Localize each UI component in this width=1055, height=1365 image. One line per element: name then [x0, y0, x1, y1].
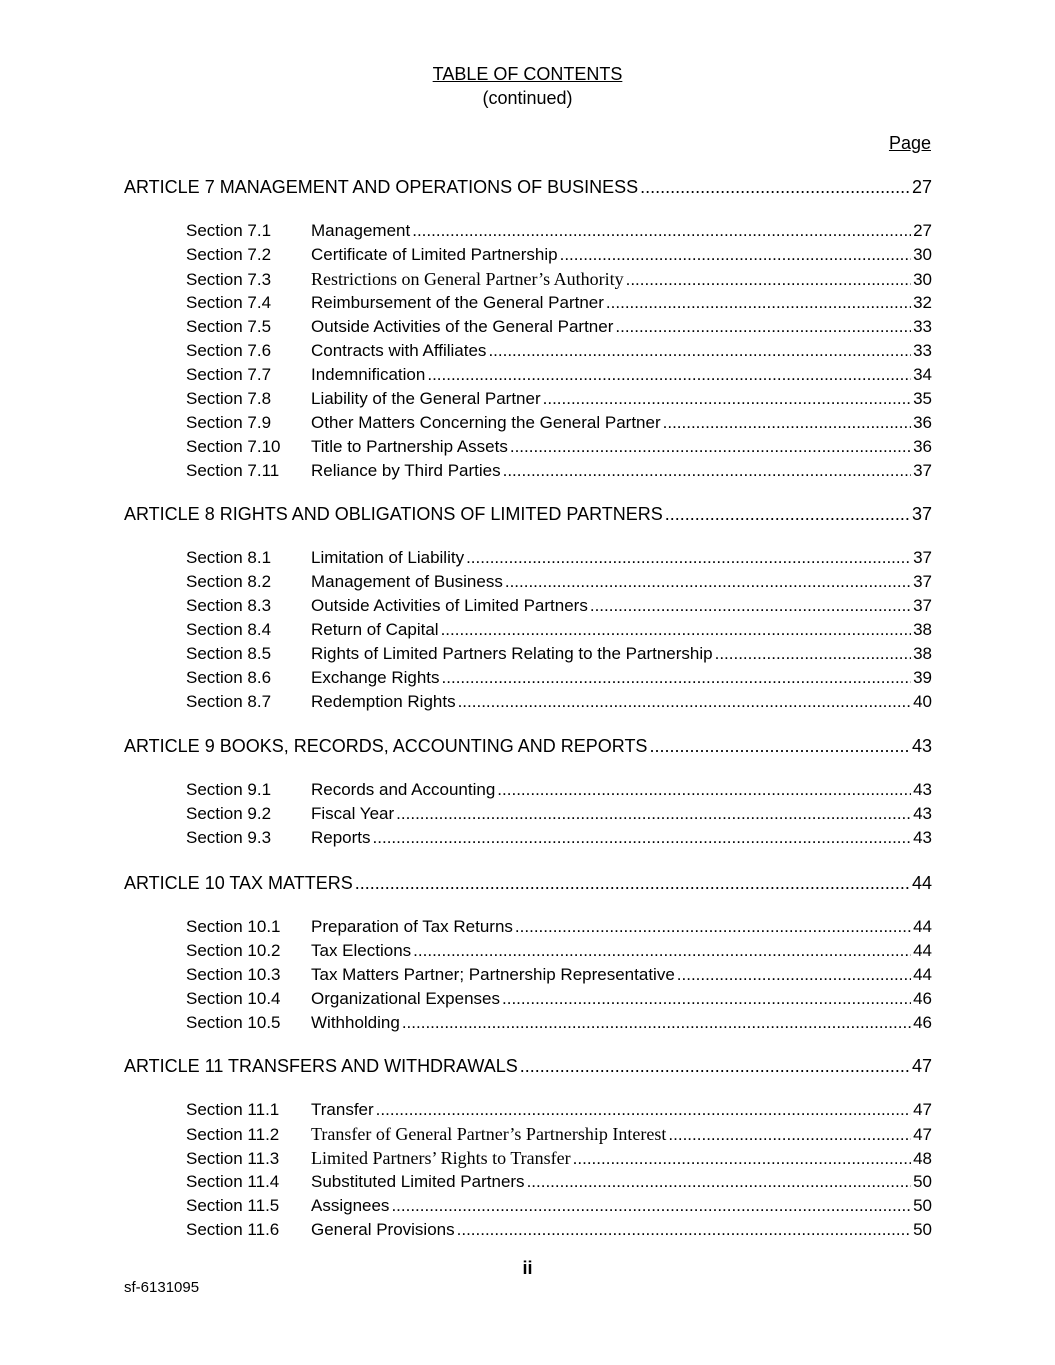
toc-section-row[interactable] [186, 642, 932, 666]
section-number: Section 11.1 [186, 1100, 280, 1119]
section-page-number: 33 [913, 317, 932, 336]
toc-section-row[interactable] [186, 459, 932, 483]
page-column-label: Page [888, 133, 931, 153]
section-number: Section 10.1 [186, 917, 281, 936]
dot-leader [677, 963, 911, 987]
dot-leader [441, 618, 912, 642]
toc-section-row[interactable] [186, 243, 932, 267]
section-title: Title to Partnership Assets [311, 437, 508, 456]
dot-leader [505, 570, 911, 594]
dot-leader [668, 1123, 911, 1147]
section-page-number: 47 [913, 1125, 932, 1144]
toc-article-row[interactable] [124, 1054, 932, 1078]
section-number: Section 7.4 [186, 293, 272, 312]
dot-leader [715, 642, 911, 666]
section-page-number: 27 [913, 221, 932, 240]
section-page-number: 36 [913, 413, 932, 432]
section-page-number: 46 [913, 989, 932, 1008]
dot-leader [391, 1194, 911, 1218]
dot-leader [663, 411, 911, 435]
section-number: Section 7.2 [186, 245, 272, 264]
section-page-number: 38 [913, 644, 932, 663]
section-page-number: 44 [913, 941, 932, 960]
section-page-number: 39 [913, 668, 932, 687]
section-number: Section 8.4 [186, 620, 272, 639]
section-number: Section 10.3 [186, 965, 281, 984]
dot-leader [402, 1011, 911, 1035]
section-title: Records and Accounting [311, 780, 496, 799]
dot-leader [497, 778, 911, 802]
page-folio: ii [522, 1258, 533, 1278]
dot-leader [665, 502, 910, 526]
dot-leader [396, 802, 911, 826]
article-title: ARTICLE 7 MANAGEMENT AND OPERATIONS OF BUSINESS [124, 177, 639, 197]
section-page-number: 35 [913, 389, 932, 408]
toc-section-row[interactable] [186, 826, 932, 850]
section-number: Section 9.2 [186, 804, 272, 823]
section-number: Section 11.6 [186, 1220, 280, 1239]
toc-section-row[interactable] [186, 939, 932, 963]
section-title: Transfer [311, 1100, 374, 1119]
section-number: Section 7.5 [186, 317, 272, 336]
section-title: Tax Matters Partner; Partnership Representative [311, 965, 675, 984]
article-page-number: 44 [911, 873, 932, 893]
article-page-number: 37 [911, 504, 932, 524]
dot-leader [560, 243, 911, 267]
dot-leader [510, 435, 911, 459]
dot-leader [488, 339, 911, 363]
section-title: Certificate of Limited Partnership [311, 245, 558, 264]
section-number: Section 9.1 [186, 780, 272, 799]
toc-section-row[interactable] [186, 1098, 932, 1122]
section-title: Liability of the General Partner [311, 389, 541, 408]
dot-leader [626, 268, 911, 292]
toc-section-row[interactable] [186, 267, 932, 291]
toc-section-row[interactable] [186, 435, 932, 459]
section-title: Restrictions on General Partner’s Authority [311, 269, 624, 289]
toc-section-row[interactable] [186, 915, 932, 939]
toc-section-row[interactable] [186, 778, 932, 802]
section-number: Section 8.2 [186, 572, 272, 591]
section-title: Fiscal Year [311, 804, 395, 823]
section-title: Outside Activities of Limited Partners [311, 596, 588, 615]
toc-section-row[interactable] [186, 291, 932, 315]
section-title: Limitation of Liability [311, 548, 465, 567]
section-number: Section 8.6 [186, 668, 272, 687]
section-page-number: 50 [913, 1172, 932, 1191]
section-page-number: 33 [913, 341, 932, 360]
section-title: Management [311, 221, 411, 240]
section-page-number: 37 [913, 596, 932, 615]
dot-leader [373, 826, 912, 850]
toc-section-row[interactable] [186, 594, 932, 618]
dot-leader [520, 1054, 910, 1078]
toc-section-row[interactable] [186, 363, 932, 387]
section-title: Return of Capital [311, 620, 439, 639]
section-title: Rights of Limited Partners Relating to the Partnership [311, 644, 713, 663]
section-number: Section 7.6 [186, 341, 272, 360]
dot-leader [615, 315, 911, 339]
section-page-number: 43 [913, 780, 932, 799]
section-number: Section 9.3 [186, 828, 272, 847]
toc-section-row[interactable] [186, 1011, 932, 1035]
section-title: Withholding [311, 1013, 400, 1032]
section-number: Section 8.5 [186, 644, 272, 663]
section-number: Section 8.1 [186, 548, 272, 567]
section-number: Section 8.7 [186, 692, 272, 711]
toc-article-row[interactable] [124, 734, 932, 758]
dot-leader [412, 219, 911, 243]
section-page-number: 40 [913, 692, 932, 711]
toc-section-row[interactable] [186, 1194, 932, 1218]
section-title: Substituted Limited Partners [311, 1172, 525, 1191]
section-page-number: 32 [913, 293, 932, 312]
toc-section-row[interactable] [186, 690, 932, 714]
dot-leader [503, 459, 911, 483]
section-title: Tax Elections [311, 941, 412, 960]
section-title: Preparation of Tax Returns [311, 917, 513, 936]
section-number: Section 7.11 [186, 461, 280, 480]
section-title: Exchange Rights [311, 668, 440, 687]
section-number: Section 7.10 [186, 437, 281, 456]
toc-section-row[interactable] [186, 387, 932, 411]
toc-section-row[interactable] [186, 219, 932, 243]
section-page-number: 44 [913, 917, 932, 936]
section-page-number: 43 [913, 828, 932, 847]
section-page-number: 37 [913, 461, 932, 480]
dot-leader [515, 915, 911, 939]
dot-leader [413, 939, 911, 963]
dot-leader [590, 594, 911, 618]
toc-subtitle: (continued) [482, 88, 573, 108]
dot-leader [527, 1170, 912, 1194]
section-page-number: 36 [913, 437, 932, 456]
section-page-number: 34 [913, 365, 932, 384]
toc-section-row[interactable] [186, 546, 932, 570]
section-title: Contracts with Affiliates [311, 341, 487, 360]
toc-section-row[interactable] [186, 963, 932, 987]
section-title: Reliance by Third Parties [311, 461, 501, 480]
dot-leader [466, 546, 911, 570]
section-number: Section 10.5 [186, 1013, 281, 1032]
toc-section-row[interactable] [186, 802, 932, 826]
toc-article-row[interactable] [124, 502, 932, 526]
section-page-number: 38 [913, 620, 932, 639]
section-title: Reports [311, 828, 371, 847]
section-title: Assignees [311, 1196, 390, 1215]
section-title: Reimbursement of the General Partner [311, 293, 604, 312]
section-page-number: 48 [913, 1149, 932, 1168]
section-title: Transfer of General Partner’s Partnership Interest [311, 1124, 667, 1144]
dot-leader [649, 734, 910, 758]
toc-article-row[interactable] [124, 175, 932, 199]
section-number: Section 7.3 [186, 270, 272, 289]
section-page-number: 43 [913, 804, 932, 823]
dot-leader [573, 1147, 911, 1171]
dot-leader [457, 1218, 911, 1242]
section-number: Section 7.9 [186, 413, 272, 432]
section-title: Management of Business [311, 572, 503, 591]
dot-leader [376, 1098, 911, 1122]
section-title: Indemnification [311, 365, 426, 384]
section-number: Section 7.1 [186, 221, 272, 240]
section-page-number: 50 [913, 1220, 932, 1239]
section-number: Section 10.2 [186, 941, 281, 960]
toc-section-row[interactable] [186, 339, 932, 363]
article-page-number: 43 [911, 736, 932, 756]
dot-leader [502, 987, 911, 1011]
toc-section-row[interactable] [186, 1170, 932, 1194]
toc-section-row[interactable] [186, 666, 932, 690]
dot-leader [543, 387, 911, 411]
toc-section-row[interactable] [186, 1218, 932, 1242]
dot-leader [442, 666, 912, 690]
section-number: Section 7.7 [186, 365, 272, 384]
section-title: Limited Partners’ Rights to Transfer [311, 1148, 571, 1168]
section-page-number: 30 [913, 245, 932, 264]
article-page-number: 27 [911, 177, 932, 197]
dot-leader [640, 175, 910, 199]
section-title: Redemption Rights [311, 692, 456, 711]
article-title: ARTICLE 10 TAX MATTERS [124, 873, 353, 893]
toc-section-row[interactable] [186, 618, 932, 642]
section-page-number: 50 [913, 1196, 932, 1215]
section-number: Section 7.8 [186, 389, 272, 408]
dot-leader [606, 291, 911, 315]
section-page-number: 37 [913, 548, 932, 567]
section-page-number: 44 [913, 965, 932, 984]
article-title: ARTICLE 11 TRANSFERS AND WITHDRAWALS [124, 1056, 518, 1076]
section-title: Outside Activities of the General Partner [311, 317, 614, 336]
section-number: Section 8.3 [186, 596, 272, 615]
section-page-number: 46 [913, 1013, 932, 1032]
section-title: General Provisions [311, 1220, 455, 1239]
section-page-number: 37 [913, 572, 932, 591]
toc-section-row[interactable] [186, 315, 932, 339]
section-number: Section 11.4 [186, 1172, 280, 1191]
section-title: Other Matters Concerning the General Partner [311, 413, 661, 432]
toc-section-row[interactable] [186, 570, 932, 594]
dot-leader [458, 690, 912, 714]
toc-section-row[interactable] [186, 1122, 932, 1146]
dot-leader [427, 363, 911, 387]
article-title: ARTICLE 8 RIGHTS AND OBLIGATIONS OF LIMITED PARTNERS [124, 504, 663, 524]
article-page-number: 47 [911, 1056, 932, 1076]
toc-section-row[interactable] [186, 1146, 932, 1170]
toc-title: TABLE OF CONTENTS [432, 64, 623, 84]
section-page-number: 30 [913, 270, 932, 289]
section-number: Section 11.3 [186, 1149, 280, 1168]
toc-article-row[interactable] [124, 871, 932, 895]
section-number: Section 11.2 [186, 1125, 280, 1144]
toc-section-row[interactable] [186, 987, 932, 1011]
section-number: Section 10.4 [186, 989, 281, 1008]
document-id: sf-6131095 [124, 1279, 200, 1296]
toc-section-row[interactable] [186, 411, 932, 435]
section-page-number: 47 [913, 1100, 932, 1119]
section-title: Organizational Expenses [311, 989, 501, 1008]
article-title: ARTICLE 9 BOOKS, RECORDS, ACCOUNTING AND REPORTS [124, 736, 648, 756]
section-number: Section 11.5 [186, 1196, 280, 1215]
dot-leader [355, 871, 910, 895]
